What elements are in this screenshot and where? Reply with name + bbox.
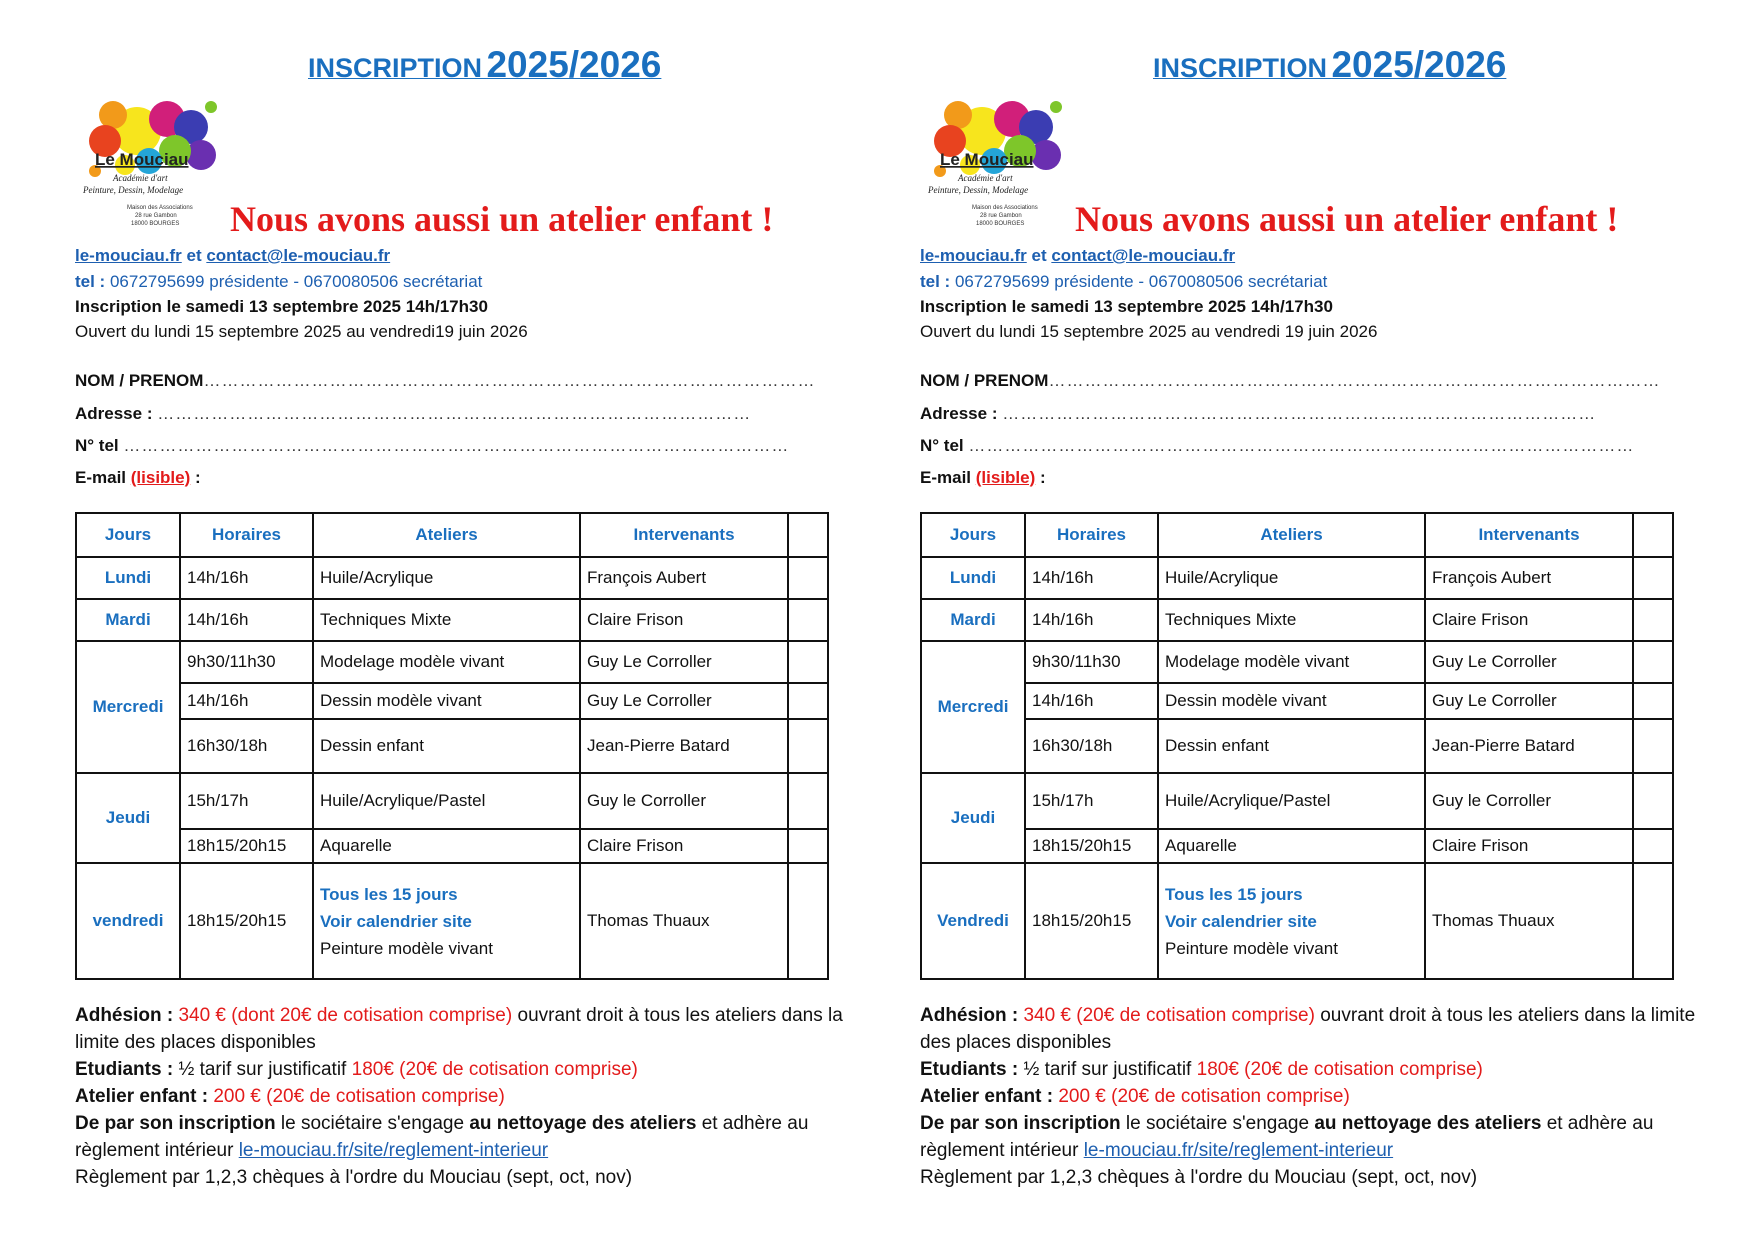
calendar-note: Voir calendrier site (320, 911, 472, 931)
empty-cell (788, 641, 828, 683)
header-workshops: Ateliers (1158, 513, 1425, 557)
legible-note: (lisible) (130, 468, 191, 487)
flyer-title (1153, 44, 1506, 86)
workshop-cell: Huile/Acrylique (1158, 557, 1425, 599)
day-monday: Lundi (76, 557, 180, 599)
legible-note: (lisible) (975, 468, 1036, 487)
email-link[interactable]: contact@le-mouciau.fr (1051, 246, 1236, 265)
teacher-cell: Thomas Thuaux (580, 863, 788, 979)
phone-label: tel : (75, 272, 106, 291)
empty-cell (1633, 599, 1673, 641)
teacher-cell: Guy Le Corroller (1425, 641, 1633, 683)
logo-address: 18000 BOURGES (976, 221, 1025, 227)
child-workshop-banner: Nous avons aussi un atelier enfant ! (1075, 199, 1619, 239)
logo-subtitle: Académie d'art (958, 173, 1013, 183)
phone-field-label: N° tel (920, 436, 964, 455)
table-row (921, 719, 1673, 773)
workshop-cell: Techniques Mixte (1158, 599, 1425, 641)
time-cell: 9h30/11h30 (180, 641, 313, 683)
table-row (921, 863, 1673, 979)
time-cell: 18h15/20h15 (180, 863, 313, 979)
table-row (921, 773, 1673, 829)
title-word: INSCRIPTION (308, 53, 483, 83)
header-teachers: Intervenants (580, 513, 788, 557)
schedule-table (75, 512, 829, 980)
time-cell: 14h/16h (1025, 599, 1158, 641)
time-cell: 16h30/18h (180, 719, 313, 773)
empty-cell (1633, 557, 1673, 599)
name-field[interactable] (75, 371, 815, 391)
phone-field-label: N° tel (75, 436, 119, 455)
commitment-text: et adhère au règlement intérieur (920, 1113, 1654, 1161)
phone-line (75, 272, 482, 292)
rules-link[interactable]: le-mouciau.fr/site/reglement-interieur (238, 1140, 549, 1161)
time-cell: 18h15/20h15 (1025, 829, 1158, 863)
workshop-cell: Huile/Acrylique (313, 557, 580, 599)
header-days: Jours (921, 513, 1025, 557)
table-row (76, 719, 828, 773)
commitment-bold: De par son inscription (75, 1113, 276, 1134)
address-label: Adresse : (75, 404, 153, 423)
commitment (920, 1110, 1700, 1164)
membership-label: Adhésion : (75, 1005, 174, 1026)
header-days: Jours (76, 513, 180, 557)
and-text: et (1031, 246, 1047, 265)
logo-address: 28 rue Gambon (135, 213, 177, 219)
child-workshop-banner: Nous avons aussi un atelier enfant ! (230, 199, 774, 239)
table-row (921, 829, 1673, 863)
commitment-bold: au nettoyage des ateliers (469, 1113, 697, 1134)
membership-info (75, 1002, 855, 1191)
table-row (76, 641, 828, 683)
time-cell: 15h/17h (180, 773, 313, 829)
teacher-cell: Thomas Thuaux (1425, 863, 1633, 979)
phone-label: tel : (920, 272, 951, 291)
registration-date: Inscription le samedi 13 septembre 2025 14h/17h30 (920, 297, 1333, 316)
dotted-line: ………………………………………………………………………………………… (203, 371, 816, 390)
workshop-name: Peinture modèle vivant (1165, 938, 1338, 958)
colon: : (1040, 468, 1046, 487)
workshop-cell: Huile/Acrylique/Pastel (1158, 773, 1425, 829)
child-price: 200 € (20€ de cotisation comprise) (213, 1086, 505, 1107)
workshop-cell: Huile/Acrylique/Pastel (313, 773, 580, 829)
table-row (76, 829, 828, 863)
workshop-cell: Dessin enfant (1158, 719, 1425, 773)
website-link[interactable]: le-mouciau.fr (920, 246, 1027, 265)
membership-price: 340 € (dont 20€ de cotisation comprise) (178, 1005, 513, 1026)
dotted-line: ……………………………………………………………………………………… (1002, 404, 1597, 423)
student-label: Etudiants : (75, 1059, 174, 1080)
table-row (76, 863, 828, 979)
teacher-cell: Guy le Corroller (580, 773, 788, 829)
address-field[interactable] (75, 404, 751, 424)
child-fee (920, 1083, 1700, 1110)
address-label: Adresse : (920, 404, 998, 423)
email-link[interactable]: contact@le-mouciau.fr (206, 246, 391, 265)
schedule-table (920, 512, 1674, 980)
student-fee (920, 1056, 1700, 1083)
empty-cell (1633, 683, 1673, 719)
payment-terms: Règlement par 1,2,3 chèques à l'ordre du Mouciau (sept, oct, nov) (75, 1167, 633, 1188)
workshop-cell: Aquarelle (1158, 829, 1425, 863)
time-cell: 18h15/20h15 (1025, 863, 1158, 979)
time-cell: 18h15/20h15 (180, 829, 313, 863)
calendar-note: Voir calendrier site (1165, 911, 1317, 931)
day-wednesday: Mercredi (76, 641, 180, 773)
time-cell: 14h/16h (180, 683, 313, 719)
workshop-name: Peinture modèle vivant (320, 938, 493, 958)
rules-link[interactable]: le-mouciau.fr/site/reglement-interieur (1083, 1140, 1394, 1161)
name-field[interactable] (920, 371, 1660, 391)
title-word: INSCRIPTION (1153, 53, 1328, 83)
registration-flyer (920, 0, 1754, 1240)
header-hours: Horaires (180, 513, 313, 557)
student-price: 180€ (20€ de cotisation comprise) (351, 1059, 638, 1080)
child-fee (75, 1083, 855, 1110)
header-workshops: Ateliers (313, 513, 580, 557)
teacher-cell: Claire Frison (580, 599, 788, 641)
table-row (921, 599, 1673, 641)
time-cell: 14h/16h (1025, 683, 1158, 719)
colon: : (195, 468, 201, 487)
biweekly-note: Tous les 15 jours (1165, 884, 1303, 904)
child-label: Atelier enfant : (75, 1086, 209, 1107)
opening-period: Ouvert du lundi 15 septembre 2025 au vendredi 19 juin 2026 (920, 322, 1378, 341)
teacher-cell: Claire Frison (1425, 829, 1633, 863)
student-fee (75, 1056, 855, 1083)
membership-fee (920, 1002, 1700, 1056)
membership-fee (75, 1002, 855, 1056)
commitment-bold: au nettoyage des ateliers (1314, 1113, 1542, 1134)
email-field[interactable] (920, 468, 1046, 488)
student-text: ½ tarif sur justificatif (178, 1059, 347, 1080)
commitment-text: le sociétaire s'engage (1125, 1113, 1310, 1134)
membership-info (920, 1002, 1700, 1191)
day-friday: vendredi (76, 863, 180, 979)
teacher-cell: Jean-Pierre Batard (1425, 719, 1633, 773)
workshop-cell (1158, 863, 1425, 979)
teacher-cell: Claire Frison (580, 829, 788, 863)
table-row (76, 683, 828, 719)
teacher-cell: Guy Le Corroller (580, 683, 788, 719)
empty-cell (788, 829, 828, 863)
email-label: E-mail (75, 468, 127, 487)
table-header-row (76, 513, 828, 557)
commitment-text: le sociétaire s'engage (280, 1113, 465, 1134)
teacher-cell: François Aubert (580, 557, 788, 599)
table-row (921, 683, 1673, 719)
logo-disciplines: Peinture, Dessin, Modelage (928, 185, 1029, 195)
empty-cell (1633, 863, 1673, 979)
logo-address: Maison des Associations (127, 205, 193, 211)
day-tuesday: Mardi (76, 599, 180, 641)
commitment-bold: De par son inscription (920, 1113, 1121, 1134)
membership-details: ouvrant droit à tous les ateliers dans la limite des places disponibles (920, 1005, 1696, 1053)
student-text: ½ tarif sur justificatif (1023, 1059, 1192, 1080)
day-friday: Vendredi (921, 863, 1025, 979)
flyer-title (308, 44, 661, 86)
registration-flyer (75, 0, 915, 1240)
header-teachers: Intervenants (1425, 513, 1633, 557)
day-wednesday: Mercredi (921, 641, 1025, 773)
day-thursday: Jeudi (76, 773, 180, 863)
workshop-cell: Dessin enfant (313, 719, 580, 773)
teacher-cell: Guy Le Corroller (1425, 683, 1633, 719)
workshop-cell (313, 863, 580, 979)
empty-cell (1633, 829, 1673, 863)
day-tuesday: Mardi (921, 599, 1025, 641)
day-thursday: Jeudi (921, 773, 1025, 863)
empty-cell (1633, 641, 1673, 683)
child-price: 200 € (20€ de cotisation comprise) (1058, 1086, 1350, 1107)
email-label: E-mail (920, 468, 972, 487)
time-cell: 15h/17h (1025, 773, 1158, 829)
empty-cell (1633, 719, 1673, 773)
logo-subtitle: Académie d'art (113, 173, 168, 183)
table-header-row (921, 513, 1673, 557)
empty-cell (788, 599, 828, 641)
workshop-cell: Modelage modèle vivant (313, 641, 580, 683)
opening-period: Ouvert du lundi 15 septembre 2025 au vendredi19 juin 2026 (75, 322, 528, 341)
header-empty (788, 513, 828, 557)
table-row (921, 557, 1673, 599)
biweekly-note: Tous les 15 jours (320, 884, 458, 904)
teacher-cell: François Aubert (1425, 557, 1633, 599)
dotted-line: ………………………………………………………………………………………………… (123, 436, 790, 455)
time-cell: 14h/16h (1025, 557, 1158, 599)
logo-name: Le Mouciau (940, 150, 1034, 169)
phone-line (920, 272, 1327, 292)
le-mouciau-logo (75, 93, 225, 233)
title-year: 2025/2026 (486, 44, 662, 85)
membership-label: Adhésion : (920, 1005, 1019, 1026)
dotted-line: ……………………………………………………………………………………… (157, 404, 752, 423)
registration-date: Inscription le samedi 13 septembre 2025 14h/17h30 (75, 297, 488, 316)
student-label: Etudiants : (920, 1059, 1019, 1080)
title-year: 2025/2026 (1331, 44, 1507, 85)
logo-disciplines: Peinture, Dessin, Modelage (83, 185, 184, 195)
and-text: et (186, 246, 202, 265)
time-cell: 9h30/11h30 (1025, 641, 1158, 683)
logo-name: Le Mouciau (95, 150, 189, 169)
empty-cell (788, 557, 828, 599)
time-cell: 14h/16h (180, 599, 313, 641)
empty-cell (788, 719, 828, 773)
logo-address: 18000 BOURGES (131, 221, 180, 227)
membership-details: ouvrant droit à tous les ateliers dans la limite des places disponibles (75, 1005, 843, 1053)
workshop-cell: Dessin modèle vivant (313, 683, 580, 719)
workshop-cell: Techniques Mixte (313, 599, 580, 641)
time-cell: 14h/16h (180, 557, 313, 599)
table-row (76, 773, 828, 829)
commitment-text: et adhère au règlement intérieur (75, 1113, 809, 1161)
table-row (921, 641, 1673, 683)
empty-cell (1633, 773, 1673, 829)
teacher-cell: Claire Frison (1425, 599, 1633, 641)
day-monday: Lundi (921, 557, 1025, 599)
empty-cell (788, 863, 828, 979)
empty-cell (788, 773, 828, 829)
web-contact (920, 246, 1235, 266)
header-empty (1633, 513, 1673, 557)
logo-address: 28 rue Gambon (980, 213, 1022, 219)
teacher-cell: Jean-Pierre Batard (580, 719, 788, 773)
time-cell: 16h30/18h (1025, 719, 1158, 773)
phone-numbers: 0672795699 présidente - 0670080506 secrétariat (954, 272, 1328, 291)
le-mouciau-logo (920, 93, 1070, 233)
website-link[interactable]: le-mouciau.fr (75, 246, 182, 265)
header-hours: Horaires (1025, 513, 1158, 557)
table-row (76, 557, 828, 599)
email-field[interactable] (75, 468, 201, 488)
address-field[interactable] (920, 404, 1596, 424)
dotted-line: ………………………………………………………………………………………………… (968, 436, 1635, 455)
workshop-cell: Dessin modèle vivant (1158, 683, 1425, 719)
phone-field[interactable] (75, 436, 789, 456)
name-label: NOM / PRENOM (75, 371, 204, 390)
table-row (76, 599, 828, 641)
web-contact (75, 246, 390, 266)
commitment (75, 1110, 855, 1164)
workshop-cell: Modelage modèle vivant (1158, 641, 1425, 683)
dotted-line: ………………………………………………………………………………………… (1048, 371, 1661, 390)
child-label: Atelier enfant : (920, 1086, 1054, 1107)
phone-field[interactable] (920, 436, 1634, 456)
membership-price: 340 € (20€ de cotisation comprise) (1023, 1005, 1315, 1026)
student-price: 180€ (20€ de cotisation comprise) (1196, 1059, 1483, 1080)
teacher-cell: Guy Le Corroller (580, 641, 788, 683)
payment-terms: Règlement par 1,2,3 chèques à l'ordre du Mouciau (sept, oct, nov) (920, 1167, 1478, 1188)
workshop-cell: Aquarelle (313, 829, 580, 863)
phone-numbers: 0672795699 présidente - 0670080506 secrétariat (109, 272, 483, 291)
logo-address: Maison des Associations (972, 205, 1038, 211)
empty-cell (788, 683, 828, 719)
name-label: NOM / PRENOM (920, 371, 1049, 390)
teacher-cell: Guy le Corroller (1425, 773, 1633, 829)
